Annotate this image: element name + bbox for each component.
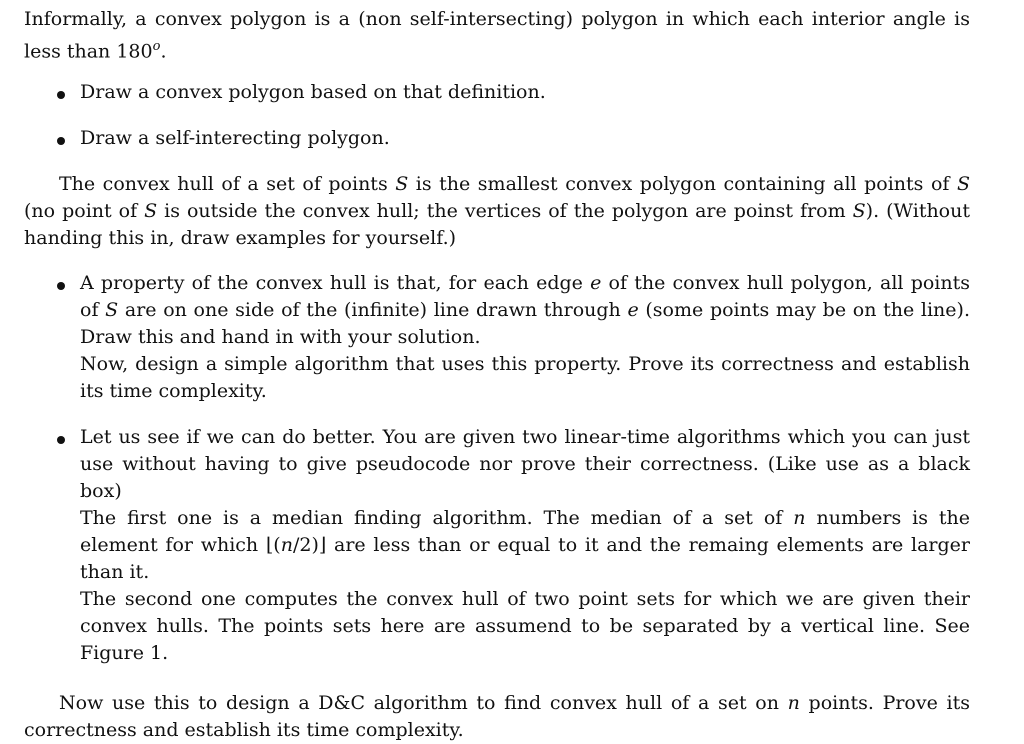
hull-text-1: The convex hull of a set of points [59, 173, 396, 196]
final-paragraph [24, 690, 970, 744]
median-text-3: are less than or equal to it and the remaing elements are larger than it. [80, 534, 970, 584]
bullet-icon [57, 91, 65, 99]
math-symbol: S [105, 299, 119, 322]
hull-text-2: is the smallest convex polygon containing all points of [408, 173, 957, 196]
math-symbol: S [144, 200, 158, 223]
list-item [24, 424, 970, 667]
math-symbol: S [956, 173, 970, 196]
math-symbol: S [395, 173, 409, 196]
property-text-1: A property of the convex hull is that, for each edge [80, 272, 591, 295]
bullet-icon [57, 436, 65, 444]
document-page [24, 6, 970, 744]
merge-hull-text: The second one computes the convex hull of two point sets for which we are given their convex hulls. The points sets here are assumend to be separated by a vertical line. See Figure 1. [80, 588, 970, 665]
convex-hull-paragraph [24, 171, 970, 252]
hull-text-5: ). (Without handing this in, draw examples for yourself.) [24, 200, 970, 250]
property-follow-up: Now, design a simple algorithm that uses this property. Prove its correctness and establish its time complexity. [80, 353, 970, 403]
median-text-1: The first one is a median finding algorithm. The median of a set of [80, 507, 794, 530]
intro-text: Informally, a convex polygon is a (non self-intersecting) polygon in which each interior angle is less than 180 [24, 8, 970, 63]
bullet-text: Draw a convex polygon based on that definition. [80, 81, 546, 104]
floor-open: ⌊( [265, 534, 281, 557]
final-text-2: points. Prove its correctness and establish its time complexity. [24, 692, 970, 742]
math-symbol: n [793, 507, 806, 530]
math-symbol: S [852, 200, 866, 223]
intro-period: . [160, 40, 167, 63]
intro-paragraph [24, 6, 970, 65]
polygon-drawing-list [24, 79, 970, 152]
bullet-text: Draw a self-interecting polygon. [80, 127, 390, 150]
list-item [24, 270, 970, 405]
final-text-1: Now use this to design a D&C algorithm to find convex hull of a set on [59, 692, 788, 715]
math-symbol: e [590, 272, 602, 295]
property-text-3: are on one side of the (infinite) line drawn through [118, 299, 628, 322]
property-text-4: (some points may be on the line). Draw this and hand in with your solution. [80, 299, 970, 349]
hull-text-3: (no point of [24, 200, 145, 223]
property-text [80, 270, 970, 351]
degree-symbol: o [152, 39, 161, 54]
median-text [80, 505, 970, 586]
list-item [24, 79, 970, 106]
better-intro-text: Let us see if we can do better. You are given two linear-time algorithms which you can just use without having to give pseudocode nor prove their correctness. (Like use as a black box) [80, 426, 970, 503]
math-symbol: n [787, 692, 800, 715]
math-symbol: e [627, 299, 639, 322]
bullet-icon [57, 282, 65, 290]
hull-text-4: is outside the convex hull; the vertices of the polygon are poinst from [157, 200, 853, 223]
floor-close: /2)⌋ [292, 534, 327, 557]
property-text-2: of the convex hull polygon, all points of [80, 272, 970, 322]
algorithm-task-list [24, 270, 970, 667]
math-symbol: n [280, 534, 293, 557]
bullet-icon [57, 137, 65, 145]
median-text-2: numbers is the element for which [80, 507, 971, 557]
list-item [24, 125, 970, 152]
